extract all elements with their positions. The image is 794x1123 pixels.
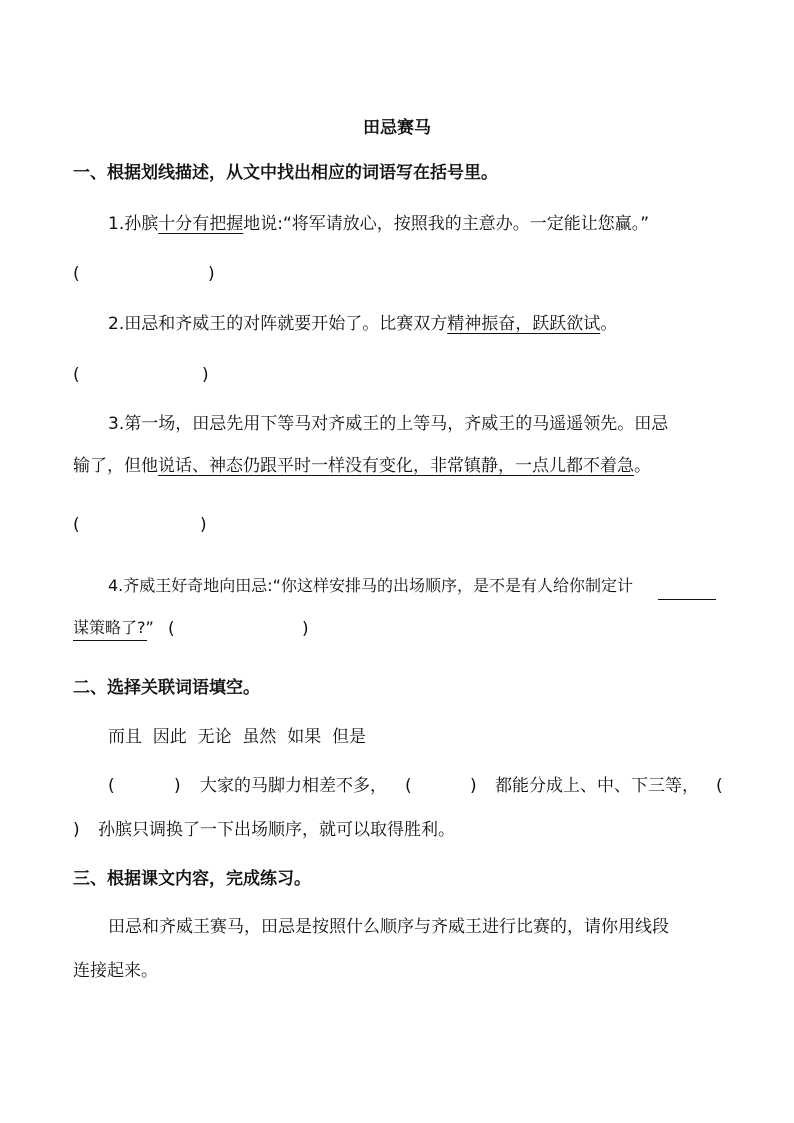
blank-1-close: ) — [174, 776, 181, 796]
question-2 — [108, 316, 617, 333]
blank-3-close: ) — [73, 820, 80, 840]
sentence-part-c: 孙膑只调换了一下出场顺序，就可以取得胜利。 — [98, 820, 455, 840]
blank-3-open: ( — [716, 776, 723, 796]
answer-2-close: ) — [202, 365, 209, 385]
answer-4-open: ( — [168, 619, 175, 639]
section3-heading: 三、根据课文内容，完成练习。 — [73, 869, 311, 889]
blank-1-open: ( — [108, 776, 115, 796]
question-3-underlined: 说话、神态仍跟平时一样没有变化，非常镇静，一点儿都不着急 — [158, 456, 634, 476]
conjunction-options: 而且 因此 无论 虽然 如果 但是 — [108, 727, 367, 747]
answer-1-close: ) — [208, 264, 215, 284]
sentence-part-a: 大家的马脚力相差不多， — [200, 776, 387, 796]
blank-3[interactable] — [726, 774, 746, 796]
page-title: 田忌赛马 — [363, 118, 431, 138]
question-3-text-pre: 输了，但他 — [73, 456, 158, 476]
question-4-number: 4. — [108, 576, 124, 595]
answer-3-open: ( — [73, 515, 80, 535]
blank-2[interactable] — [417, 774, 467, 796]
section3-text-line2: 连接起来。 — [73, 961, 158, 981]
answer-3-blank[interactable] — [84, 513, 196, 535]
question-4-text-line1: 齐威王好奇地向田忌:“你这样安排马的出场顺序，是不是有人给你制定计 — [123, 576, 633, 595]
answer-3-close: ) — [200, 515, 207, 535]
question-4-line1 — [108, 578, 633, 594]
section1-heading: 一、根据划线描述，从文中找出相应的词语写在括号里。 — [73, 163, 498, 183]
question-4-underline-a — [658, 599, 716, 600]
section3-text-line1: 田忌和齐威王赛马，田忌是按照什么顺序与齐威王进行比赛的，请你用线段 — [108, 917, 669, 937]
question-2-text-pre: 田忌和齐威王的对阵就要开始了。比赛双方 — [124, 314, 448, 334]
question-1-number: 1. — [108, 214, 125, 234]
question-2-number: 2. — [108, 314, 125, 334]
question-3-text-line1: 第一场，田忌先用下等马对齐威王的上等马，齐威王的马遥遥领先。田忌 — [124, 414, 669, 434]
answer-2-open: ( — [73, 365, 80, 385]
answer-1-blank[interactable] — [84, 262, 204, 284]
question-2-underlined: 精神振奋，跃跃欲试 — [447, 314, 601, 334]
blank-2-open: ( — [405, 776, 412, 796]
question-4-text-a: 谋策略了 — [73, 618, 138, 637]
answer-1-open: ( — [73, 264, 80, 284]
question-3-line1 — [108, 416, 668, 433]
answer-4-close: ) — [302, 619, 309, 639]
question-3-number: 3. — [108, 414, 125, 434]
answer-2-blank[interactable] — [84, 363, 196, 385]
question-4-line2 — [73, 620, 154, 636]
sentence-part-b: 都能分成上、中、下三等， — [495, 776, 699, 796]
question-3-text-post: 。 — [634, 456, 651, 476]
question-1-text-pre: 孙膑 — [124, 214, 159, 234]
blank-1[interactable] — [120, 774, 170, 796]
answer-4-blank[interactable] — [180, 617, 300, 639]
question-2-text-post: 。 — [600, 314, 618, 334]
question-4-underline-b — [73, 640, 147, 641]
question-1-underlined: 十分有把握 — [158, 214, 244, 234]
question-3-line2 — [73, 458, 651, 475]
question-1 — [108, 216, 649, 233]
question-1-text-post: 地说:“将军请放心，按照我的主意办。一定能让您赢。” — [243, 214, 650, 234]
question-4-text-b: ?” — [137, 618, 154, 637]
blank-2-close: ) — [470, 776, 477, 796]
section2-heading: 二、选择关联词语填空。 — [73, 678, 260, 698]
